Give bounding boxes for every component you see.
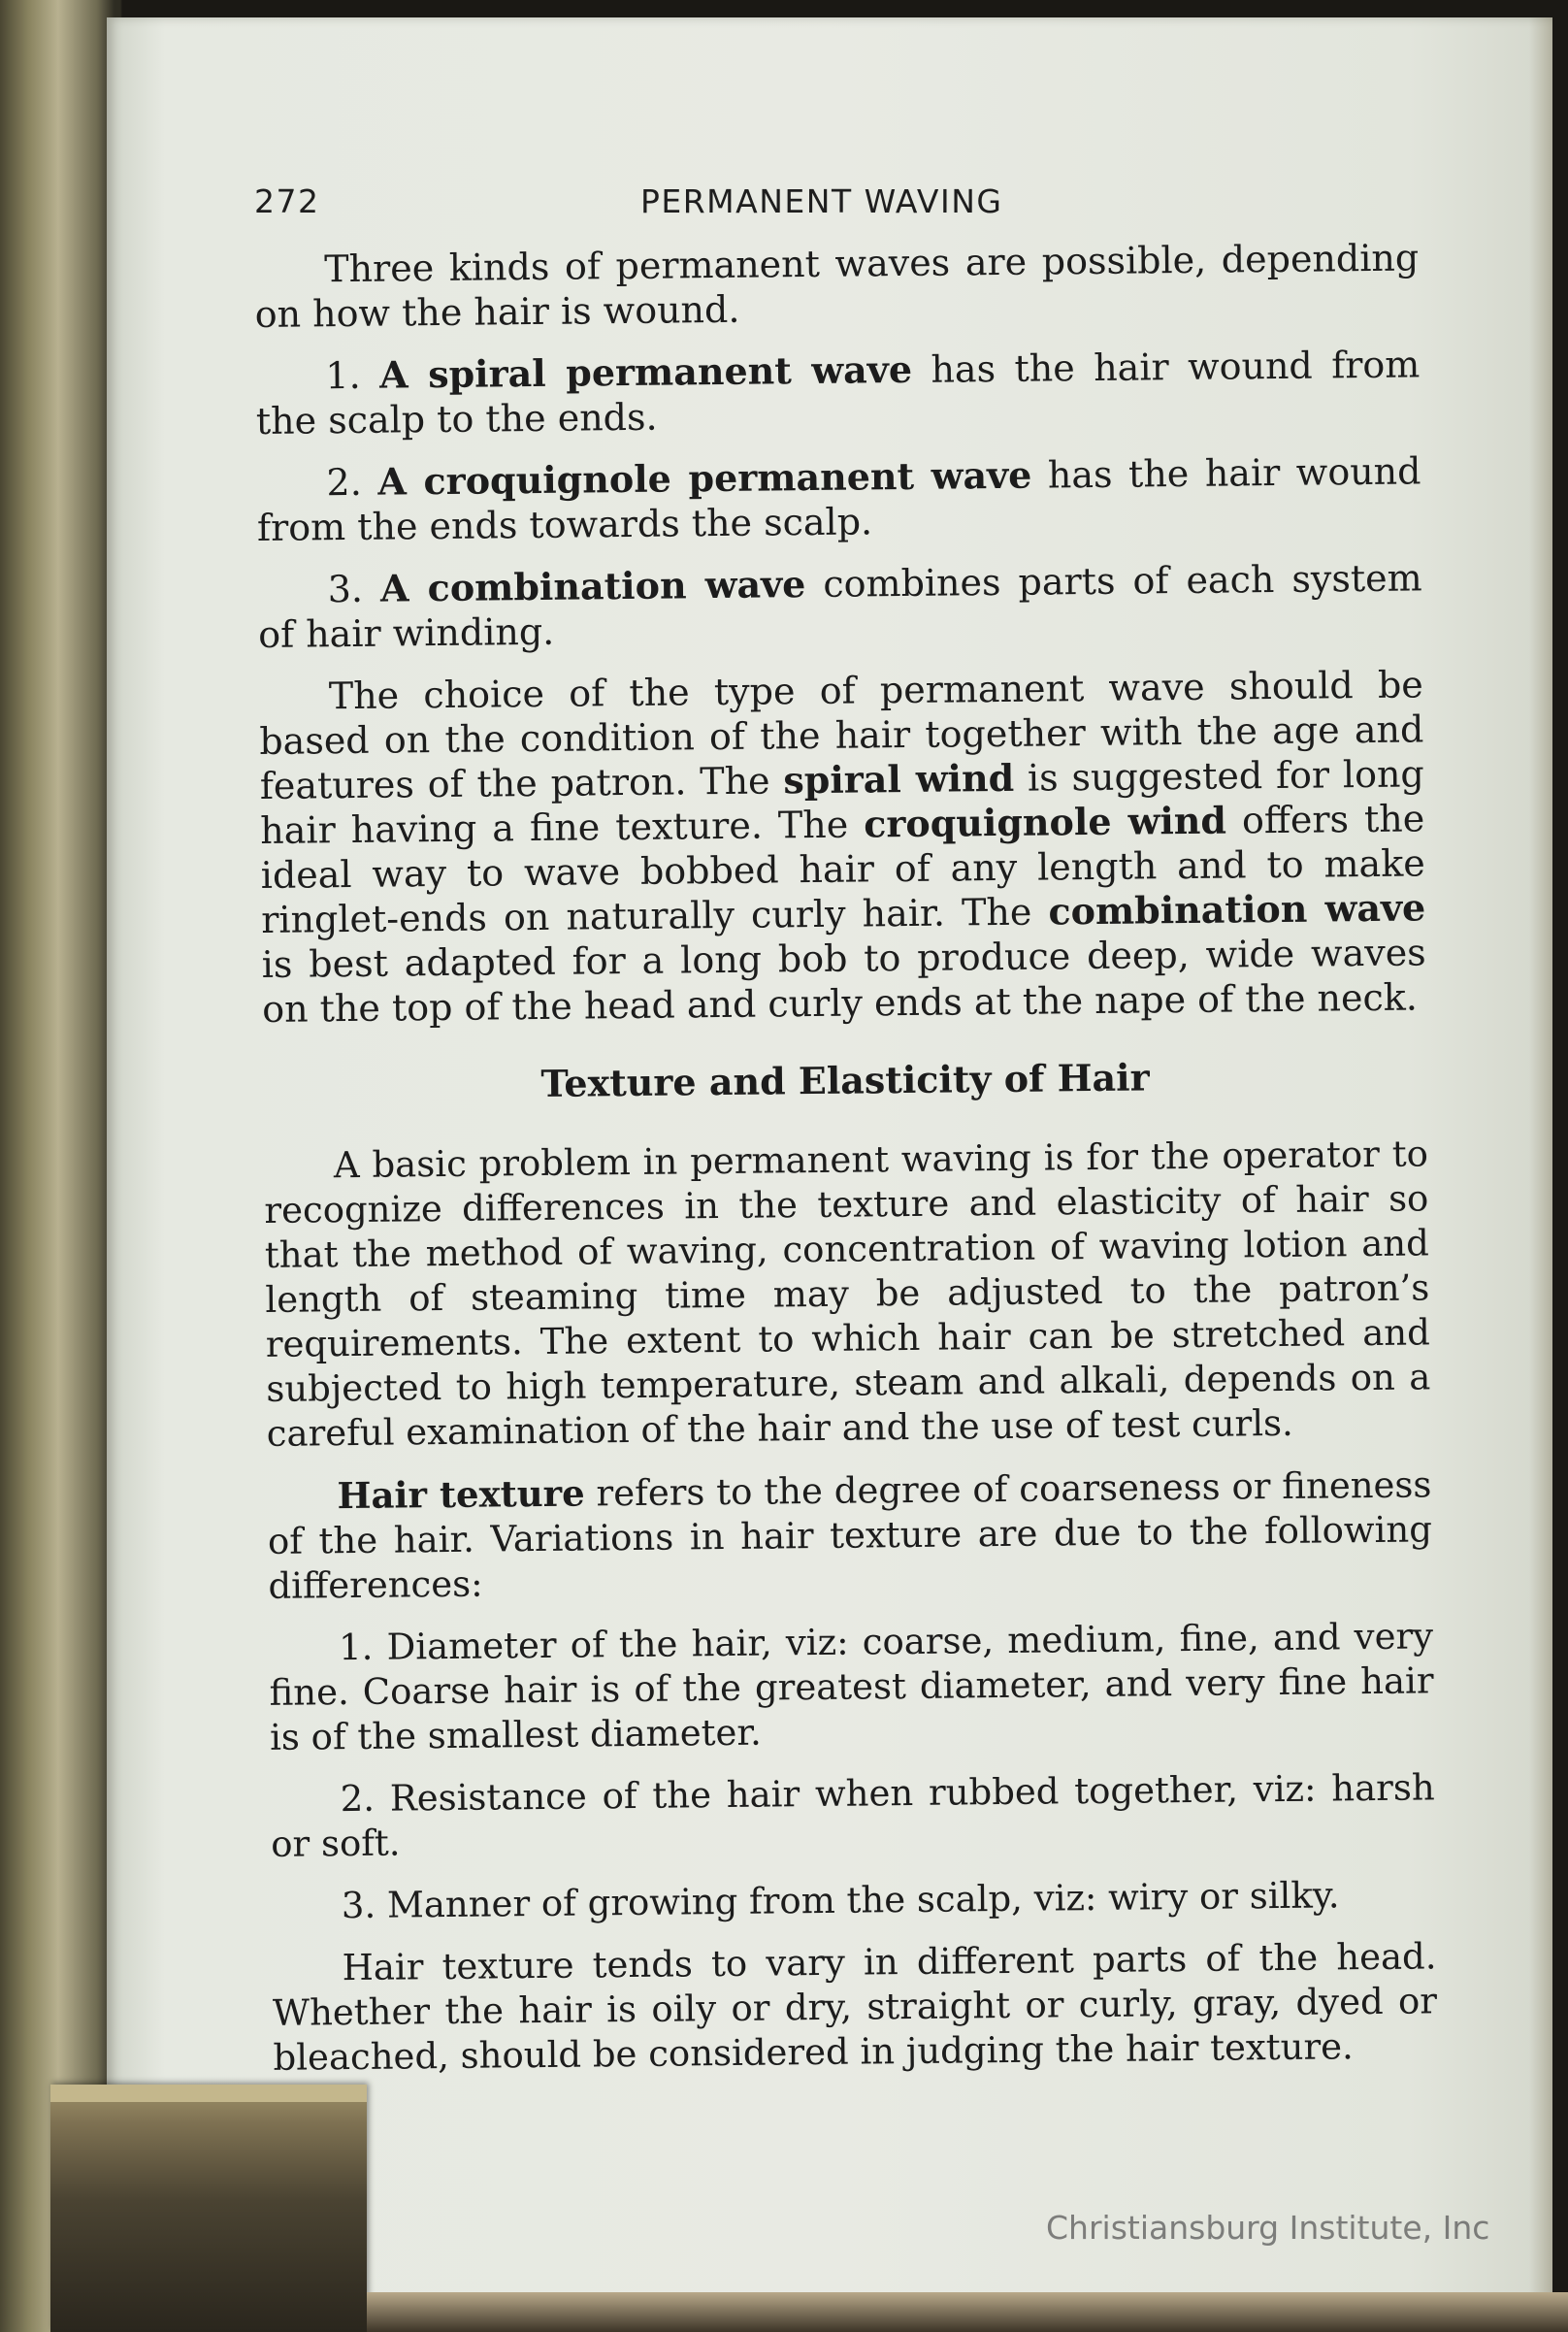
difference-item: 3. Manner of growing from the scalp, viz: wiry or silky. <box>341 1874 1340 1927</box>
watermark: Christiansburg Institute, Inc <box>1046 2209 1490 2247</box>
item-number: 1. <box>325 353 361 398</box>
hair-texture-term: Hair texture <box>337 1471 585 1518</box>
difference-item: 1. Diameter of the hair, viz: coarse, medium, fine, and very fine. Coarse hair is of the greatest diameter, and very fine hair is of the smallest diameter. <box>269 1615 1434 1758</box>
table-edge <box>367 2292 1568 2332</box>
item-number: 3. <box>327 567 364 611</box>
item-term: A spiral permanent wave <box>378 346 913 397</box>
wave-type-item <box>256 448 1421 550</box>
choice-paragraph <box>259 662 1427 1032</box>
running-head <box>254 182 1050 231</box>
choice-text: The choice of the type of permanent wave should be based on the condition of the hair together with the age and features of the patron. The <box>259 663 1424 807</box>
page-edge-shadow <box>1529 17 1552 2332</box>
page-number: 272 <box>254 182 320 220</box>
wave-type-item <box>255 342 1421 443</box>
item-number: 2. <box>326 460 363 505</box>
texture-elasticity-paragraph: A basic problem in permanent waving is for the operator to recognize differences in the texture and elasticity of hair so that the method of waving, concentration of waving lotion and length of steaming time may be adjusted to the patron’s requirements. The extent to which hair can be stretched and subjected to high temperature, steam and alkali, depends on a careful examination of the hair and the use of test curls. <box>264 1133 1431 1455</box>
choice-text: is best adapted for a long bob to produce deep, wide waves on the top of the head and curly ends at the nape of the neck. <box>261 931 1426 1031</box>
hair-texture-paragraph <box>267 1462 1432 1609</box>
difference-item: 2. Resistance of the hair when rubbed together, viz: harsh or soft. <box>271 1766 1435 1865</box>
section-heading: Texture and Elasticity of Hair <box>540 1055 1150 1105</box>
item-text: combines parts of each system of hair winding. <box>257 556 1422 656</box>
choice-term: spiral wind <box>783 755 1015 803</box>
page-body <box>254 235 1438 2097</box>
intro-paragraph: Three kinds of permanent waves are possible, depending on how the hair is wound. <box>254 236 1420 336</box>
item-term: A combination wave <box>379 562 806 610</box>
choice-text: is suggested for long hair having a fine texture. The <box>260 752 1424 852</box>
item-text: has the hair wound from the scalp to the ends. <box>255 343 1421 443</box>
item-text: has the hair wound from the ends towards the scalp. <box>256 449 1421 549</box>
hair-texture-text: refers to the degree of coarseness or fineness of the hair. Variations in hair texture are due to the following differences: <box>267 1463 1433 1607</box>
choice-text: offers the ideal way to wave bobbed hair of any length and to make ringlet-ends on naturally curly hair. The <box>260 797 1425 941</box>
running-title: PERMANENT WAVING <box>640 182 1003 220</box>
book-stand-top <box>50 2085 367 2102</box>
item-term: A croquignole permanent wave <box>377 452 1032 504</box>
choice-term: croquignole wind <box>863 798 1227 846</box>
closing-paragraph: Hair texture tends to vary in different parts of the head. Whether the hair is oily or dry, straight or curly, gray, dyed or bleached, should be considered in judging the hair texture. <box>272 1935 1438 2079</box>
book-stand-block <box>50 2085 367 2332</box>
choice-term: combination wave <box>1048 885 1426 934</box>
wave-type-item <box>257 555 1422 657</box>
